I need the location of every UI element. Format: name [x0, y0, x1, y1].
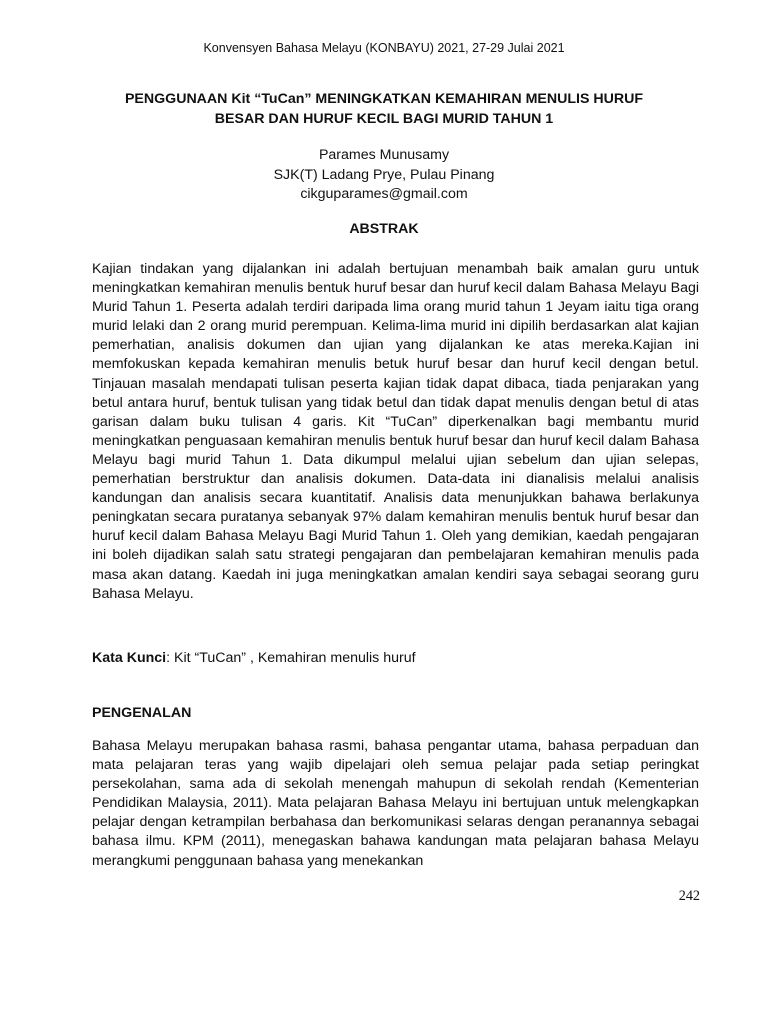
- author-affiliation: SJK(T) Ladang Prye, Pulau Pinang: [273, 166, 495, 183]
- abstract-text: Kajian tindakan yang dijalankan ini adalah bertujuan menambah baik amalan guru untuk meningkatkan kemahiran menulis bentuk huruf besar dan huruf kecil dalam Bahasa Melayu Bagi Murid Tahun 1. Peserta adalah terdiri daripada lima orang murid tahun 1 Jeyam iaitu tiga orang murid lelaki dan 2 orang murid perempuan. Kelima-lima murid ini dipilih berdasarkan alat kajian pemerhatian, analisis dokumen dan ujian yang dijalankan ke atas mereka.Kajian ini memfokuskan kepada kemahiran menulis betuk huruf besar dan huruf kecil dengan betul. Tinjauan masalah mendapati tulisan peserta kajian tidak dapat dibaca, tiada penjarakan yang betul antara huruf, bentuk tulisan yang tidak betul dan tidak dapat menulis dengan betul di atas garisan dalam buku tulisan 4 garis. Kit “TuCan” diperkenalkan bagi membantu murid meningkatkan penguasaan kemahiran menulis bentuk huruf besar dan huruf kecil dalam Bahasa Melayu bagi murid Tahun 1. Data dikumpul melalui ujian sebelum dan ujian selepas, pemerhatian berstruktur dan analisis dokumen. Data-data ini dianalisis melalui analisis kandungan dan analisis secara kuantitatif. Analisis data menunjukkan bahawa berlakunya peningkatan secara puratanya sebanyak 97% dalam kemahiran menulis bentuk huruf besar dan huruf kecil dalam Bahasa Melayu Bagi Murid Tahun 1. Oleh yang demikian, kaedah pengajaran ini boleh dijadikan salah satu strategi pengajaran dan pembelajaran kemahiran menulis pada masa akan datang. Kaedah ini juga meningkatkan amalan kendiri saya sebagai seorang guru Bahasa Melayu.: [92, 261, 699, 602]
- title-line-1: PENGGUNAAN Kit “TuCan” MENINGKATKAN KEMAHIRAN MENULIS HURUF: [124, 91, 644, 107]
- abstract-heading: ABSTRAK: [349, 221, 419, 237]
- introduction-text: Bahasa Melayu merupakan bahasa rasmi, bahasa pengantar utama, bahasa perpaduan dan mata pelajaran teras yang wajib dipelajari oleh semua pelajar pada setiap peringkat persekolahan, sama ada di sekolah menengah mahupun di sekolah rendah (Kementerian Pendidikan Malaysia, 2011). Mata pelajaran Bahasa Melayu ini bertujuan untuk melengkapkan pelajar dengan ketrampilan berbahasa dan berkomunikasi selaras dengan peranannya sebagai bahasa ilmu. KPM (2011), menegaskan bahawa kandungan mata pelajaran bahasa Melayu merangkumi penggunaan bahasa yang menekankan: [92, 738, 699, 869]
- keywords: [92, 650, 699, 666]
- title-line-2: BESAR DAN HURUF KECIL BAGI MURID TAHUN 1: [214, 111, 554, 127]
- keywords-text: : Kit “TuCan” , Kemahiran menulis huruf: [166, 650, 416, 666]
- page-number: 242: [678, 888, 700, 904]
- section-heading-introduction: PENGENALAN: [92, 705, 192, 721]
- paper-title: [80, 89, 688, 129]
- keywords-label: Kata Kunci: [92, 650, 167, 666]
- author-block: [0, 146, 768, 205]
- author-name: Parames Munusamy: [318, 147, 450, 163]
- running-head: Konvensyen Bahasa Melayu (KONBAYU) 2021, 27-29 Julai 2021: [203, 41, 565, 55]
- author-email: cikguparames@gmail.com: [300, 186, 468, 202]
